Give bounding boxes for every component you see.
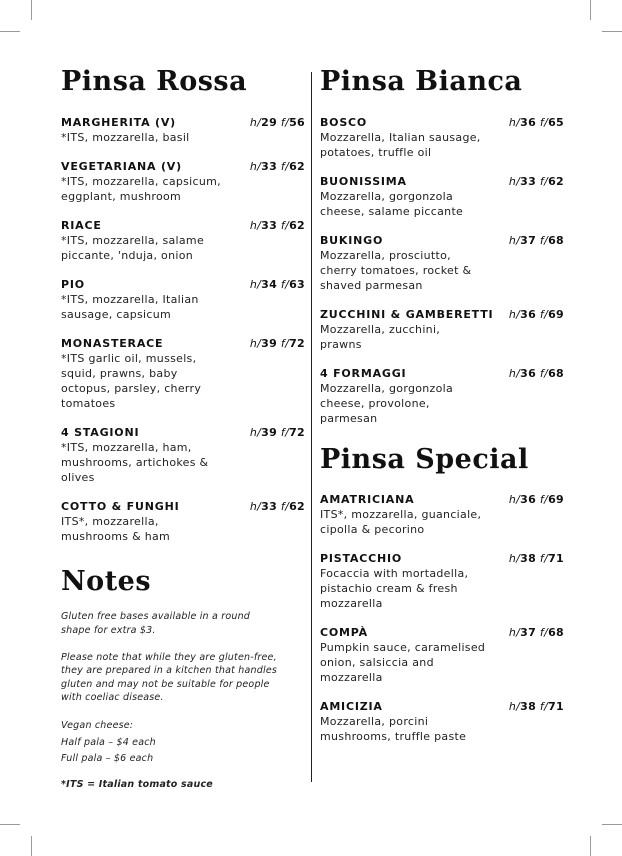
item-description: *ITS, mozzarella, capsicum, (61, 175, 221, 188)
price-full-label: f/ (539, 493, 549, 506)
item-description: octopus, parsley, cherry (61, 382, 202, 395)
price-full: 62 (289, 219, 305, 232)
item-price (250, 115, 305, 130)
price-half-label: h/ (249, 219, 262, 232)
menu-item (61, 425, 305, 485)
price-half: 33 (261, 500, 278, 513)
price-half-label: h/ (249, 160, 262, 173)
price-half: 36 (520, 493, 537, 506)
item-description: Mozzarella, zucchini, (320, 323, 441, 336)
menu-item (61, 115, 305, 145)
price-full: 62 (548, 175, 564, 188)
crop-mark (590, 0, 591, 20)
item-description: prawns (320, 338, 362, 351)
item-name: AMICIZIA (320, 700, 383, 713)
price-half: 39 (261, 337, 278, 350)
crop-mark (602, 824, 622, 825)
notes-line: gluten and may not be suitable for people (61, 678, 270, 690)
price-full-label: f/ (280, 219, 290, 232)
item-name: AMATRICIANA (320, 493, 415, 506)
item-name: VEGETARIANA (V) (61, 160, 182, 173)
column-divider (311, 72, 312, 782)
section-title-pinsa-rossa: Pinsa Rossa (61, 66, 248, 97)
item-name: COMPÀ (320, 626, 368, 639)
section-title-pinsa-special: Pinsa Special (320, 444, 529, 475)
item-description: *ITS, mozzarella, ham, (61, 441, 192, 454)
item-description: mozzarella (320, 671, 383, 684)
menu-item (61, 277, 305, 322)
price-half: 38 (520, 552, 537, 565)
item-description: potatoes, truffle oil (320, 146, 432, 159)
item-price (250, 499, 305, 514)
item-price (250, 159, 305, 174)
item-description: Pumpkin sauce, caramelised (320, 641, 486, 654)
item-description: ITS*, mozzarella, guanciale, (320, 508, 482, 521)
item-name: PIO (61, 278, 85, 291)
pinsa-special-list (320, 492, 564, 744)
item-description: cipolla & pecorino (320, 523, 425, 536)
price-half-label: h/ (508, 116, 521, 129)
pinsa-rossa-list (61, 115, 305, 544)
notes-line (61, 637, 305, 651)
price-half: 33 (261, 219, 278, 232)
notes-line: Vegan cheese: (61, 720, 134, 731)
notes-line: with coeliac disease. (61, 692, 164, 703)
item-description: parmesan (320, 412, 378, 425)
item-name: COTTO & FUNGHI (61, 500, 180, 513)
item-description: *ITS, mozzarella, Italian (61, 293, 199, 306)
item-description: cherry tomatoes, rocket & (320, 264, 472, 277)
price-half-label: h/ (508, 700, 521, 713)
price-half: 39 (261, 426, 278, 439)
menu-item (320, 366, 564, 426)
price-half: 38 (520, 700, 537, 713)
item-description: ITS*, mozzarella, (61, 515, 159, 528)
price-full-label: f/ (280, 278, 290, 291)
price-full-label: f/ (280, 160, 290, 173)
price-half: 36 (520, 367, 537, 380)
item-name: BUONISSIMA (320, 175, 407, 188)
crop-mark (31, 836, 32, 856)
notes-line: Gluten free bases available in a round (61, 611, 251, 622)
item-description: pistachio cream & fresh (320, 582, 458, 595)
price-half-label: h/ (508, 493, 521, 506)
price-full-label: f/ (539, 175, 549, 188)
price-half-label: h/ (249, 116, 262, 129)
pinsa-bianca-list (320, 115, 564, 426)
item-description: cheese, provolone, (320, 397, 430, 410)
menu-item (320, 174, 564, 219)
item-name: BUKINGO (320, 234, 384, 247)
item-name: RIACE (61, 219, 102, 232)
price-half-label: h/ (508, 234, 521, 247)
item-description: shaved parmesan (320, 279, 423, 292)
price-full: 72 (289, 426, 305, 439)
price-full-label: f/ (539, 552, 549, 565)
item-description: olives (61, 471, 95, 484)
price-half-label: h/ (508, 626, 521, 639)
item-name: 4 STAGIONI (61, 426, 140, 439)
price-full-label: f/ (539, 308, 549, 321)
price-half-label: h/ (508, 552, 521, 565)
notes-line: Half pala – $4 each (61, 736, 156, 748)
crop-mark (590, 836, 591, 856)
item-price (509, 551, 564, 566)
menu-item (61, 499, 305, 544)
price-half-label: h/ (249, 337, 262, 350)
item-description: Mozzarella, Italian sausage, (320, 131, 481, 144)
price-full-label: f/ (280, 500, 290, 513)
item-name: PISTACCHIO (320, 552, 403, 565)
menu-item (320, 551, 564, 611)
item-price (509, 115, 564, 130)
notes-line: Full pala – $6 each (61, 753, 154, 764)
item-price (250, 277, 305, 292)
item-price (250, 336, 305, 351)
item-price (509, 366, 564, 381)
item-description: Mozzarella, gorgonzola (320, 190, 454, 203)
item-description: sausage, capsicum (61, 308, 172, 321)
item-description: Focaccia with mortadella, (320, 567, 469, 580)
notes-line: shape for extra $3. (61, 624, 156, 636)
price-full: 69 (548, 308, 564, 321)
item-description: eggplant, mushroom (61, 190, 182, 203)
item-price (250, 218, 305, 233)
price-half-label: h/ (508, 367, 521, 380)
item-description: *ITS garlic oil, mussels, (61, 352, 197, 365)
price-full: 72 (289, 337, 305, 350)
left-column (61, 64, 305, 791)
price-half: 33 (261, 160, 278, 173)
notes-line (61, 705, 305, 719)
item-price (509, 233, 564, 248)
price-full: 65 (548, 116, 564, 129)
item-description: tomatoes (61, 397, 116, 410)
price-full-label: f/ (280, 337, 290, 350)
menu-item (320, 233, 564, 293)
price-full-label: f/ (539, 367, 549, 380)
price-half: 36 (520, 308, 537, 321)
item-description: *ITS, mozzarella, salame (61, 234, 205, 247)
item-name: MONASTERACE (61, 337, 164, 350)
price-half-label: h/ (508, 175, 521, 188)
price-full: 62 (289, 160, 305, 173)
price-full-label: f/ (280, 116, 290, 129)
menu-item (320, 625, 564, 685)
price-full-label: f/ (539, 626, 549, 639)
item-description: mushrooms & ham (61, 530, 171, 543)
item-description: piccante, 'nduja, onion (61, 249, 194, 262)
item-price (509, 492, 564, 507)
its-footnote: *ITS = Italian tomato sauce (61, 778, 213, 790)
price-full: 56 (289, 116, 305, 129)
section-title-pinsa-bianca: Pinsa Bianca (320, 66, 523, 97)
price-half: 37 (520, 234, 537, 247)
item-description: squid, prawns, baby (61, 367, 178, 380)
item-description: mushrooms, truffle paste (320, 730, 467, 743)
item-description: *ITS, mozzarella, basil (61, 131, 190, 144)
notes-line: they are prepared in a kitchen that handles (61, 665, 278, 676)
price-full: 71 (548, 552, 564, 565)
notes-line: Please note that while they are gluten-free, (61, 651, 277, 663)
price-full: 69 (548, 493, 564, 506)
price-half: 37 (520, 626, 537, 639)
right-column (320, 64, 564, 744)
price-half: 34 (261, 278, 278, 291)
notes-block (61, 610, 305, 791)
crop-mark (0, 824, 20, 825)
item-description: mushrooms, artichokes & (61, 456, 209, 469)
item-description: Mozzarella, gorgonzola (320, 382, 454, 395)
price-full-label: f/ (539, 234, 549, 247)
price-full: 68 (548, 626, 564, 639)
price-half: 36 (520, 116, 537, 129)
item-name: BOSCO (320, 116, 368, 129)
price-half-label: h/ (249, 500, 262, 513)
price-half-label: h/ (249, 426, 262, 439)
price-full: 71 (548, 700, 564, 713)
item-name: 4 FORMAGGI (320, 367, 407, 380)
price-half: 29 (261, 116, 278, 129)
menu-item (61, 336, 305, 411)
item-name: ZUCCHINI & GAMBERETTI (320, 308, 494, 321)
item-description: Mozzarella, prosciutto, (320, 249, 451, 262)
item-price (509, 174, 564, 189)
price-full: 62 (289, 500, 305, 513)
price-full: 68 (548, 234, 564, 247)
price-half-label: h/ (249, 278, 262, 291)
section-title-notes: Notes (61, 566, 152, 597)
price-full: 68 (548, 367, 564, 380)
menu-item (320, 115, 564, 160)
item-name: MARGHERITA (V) (61, 116, 177, 129)
price-full-label: f/ (539, 116, 549, 129)
item-description: onion, salsiccia and (320, 656, 434, 669)
menu-item (320, 492, 564, 537)
price-full-label: f/ (280, 426, 290, 439)
menu-item (61, 159, 305, 204)
price-half-label: h/ (508, 308, 521, 321)
item-description: cheese, salame piccante (320, 205, 464, 218)
item-description: mozzarella (320, 597, 383, 610)
crop-mark (602, 31, 622, 32)
item-description: Mozzarella, porcini (320, 715, 429, 728)
crop-mark (0, 31, 20, 32)
price-full: 63 (289, 278, 305, 291)
price-half: 33 (520, 175, 537, 188)
menu-item (320, 307, 564, 352)
price-full-label: f/ (539, 700, 549, 713)
item-price (509, 699, 564, 714)
crop-mark (31, 0, 32, 20)
item-price (509, 307, 564, 322)
item-price (250, 425, 305, 440)
menu-item (320, 699, 564, 744)
menu-item (61, 218, 305, 263)
item-price (509, 625, 564, 640)
